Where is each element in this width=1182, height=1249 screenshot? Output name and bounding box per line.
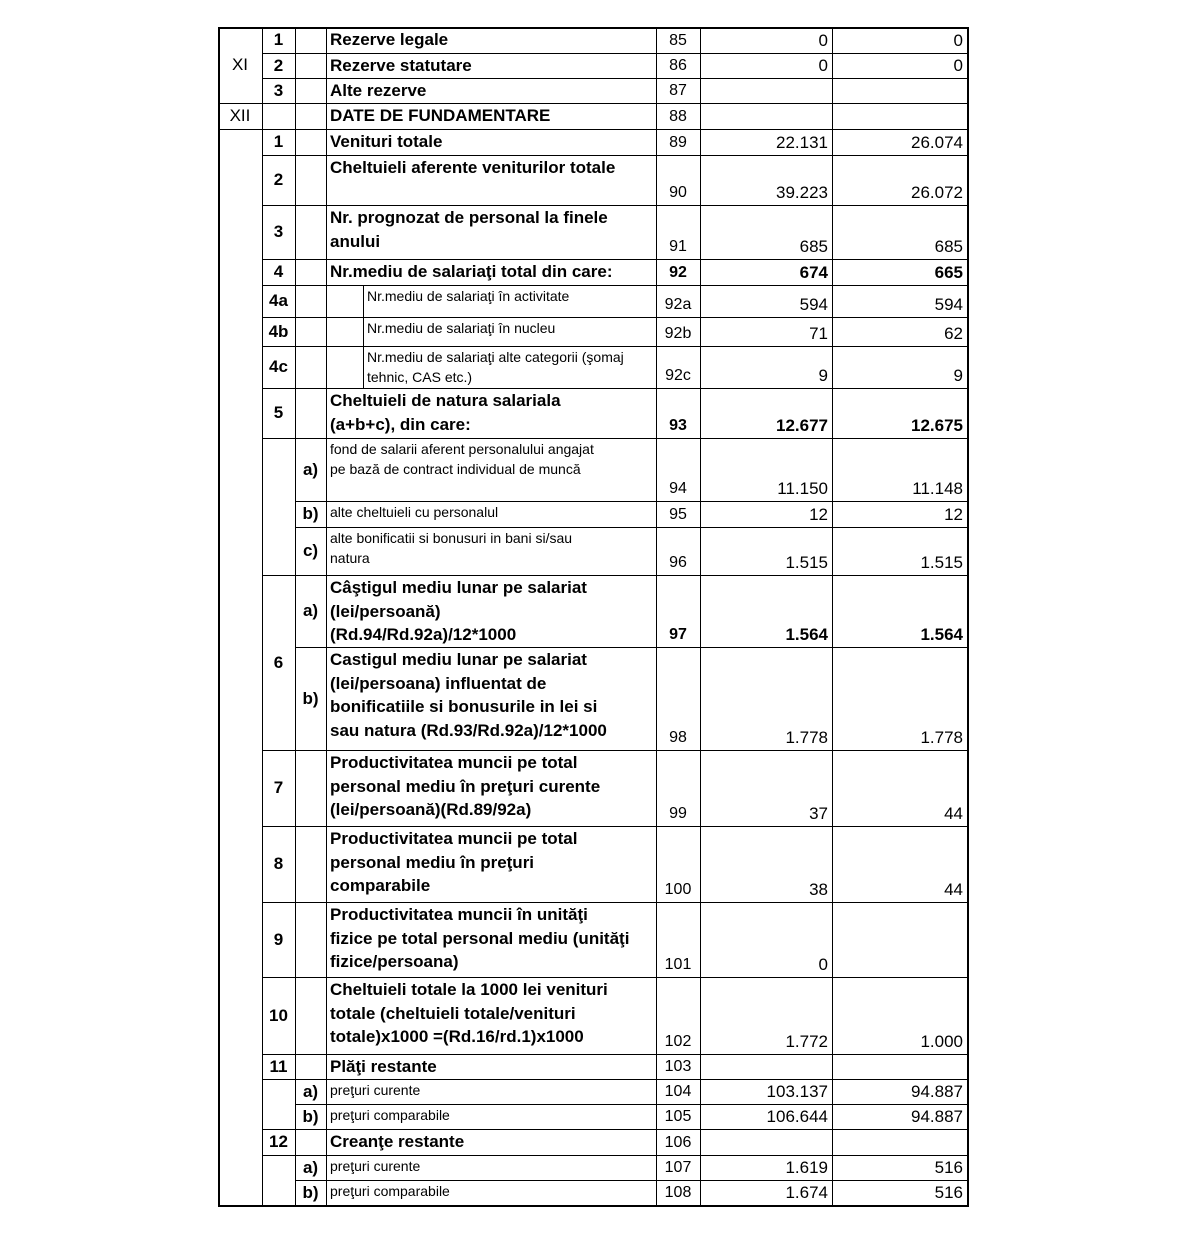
row-number: 3 xyxy=(273,80,284,100)
value-year-1: 1.564 xyxy=(785,625,828,644)
value-year-2: 44 xyxy=(944,880,963,899)
row-sublabel: b) xyxy=(302,504,319,523)
row-code: 103 xyxy=(664,1058,692,1075)
row-sublabel: a) xyxy=(302,601,319,620)
row-number: 1 xyxy=(273,30,284,49)
value-year-2: 1.564 xyxy=(920,625,963,644)
value-year-2: 26.072 xyxy=(911,183,963,202)
row-code: 99 xyxy=(669,805,687,822)
row-code: 89 xyxy=(669,134,687,151)
value-year-1: 103.137 xyxy=(766,1082,828,1101)
value-year-1: 0 xyxy=(818,56,828,75)
row-code: 92c xyxy=(665,367,691,384)
grid-line-horizontal xyxy=(262,388,295,389)
row-number: 7 xyxy=(273,778,284,797)
row-label: preţuri comparabile xyxy=(330,1183,450,1199)
section-label: XII xyxy=(229,106,251,125)
row-code: 85 xyxy=(669,32,687,49)
row-label: Nr.mediu de salariaţi în activitate xyxy=(367,288,570,304)
value-year-1: 11.150 xyxy=(777,479,828,498)
row-label: fond de salarii aferent personalului angajat pe bază de contract individual de muncă xyxy=(330,441,594,477)
grid-line-horizontal xyxy=(262,155,295,156)
value-year-2: 1.778 xyxy=(920,728,963,747)
row-sublabel: c) xyxy=(302,541,319,560)
row-code: 90 xyxy=(669,184,687,201)
grid-line-horizontal xyxy=(262,205,295,206)
value-year-1: 594 xyxy=(799,295,828,314)
row-number: 4 xyxy=(273,262,284,281)
row-code: 101 xyxy=(664,956,692,973)
value-year-1: 12.677 xyxy=(776,416,828,435)
row-label: alte cheltuieli cu personalul xyxy=(330,504,499,520)
value-year-1: 1.619 xyxy=(785,1158,828,1177)
row-code: 95 xyxy=(669,506,687,523)
row-code: 91 xyxy=(669,238,687,255)
row-label: Câştigul mediu lunar pe salariat (lei/persoană) (Rd.94/Rd.92a)/12*1000 xyxy=(330,578,587,644)
grid-line-vertical xyxy=(326,27,327,1205)
row-label: Cheltuieli aferente veniturilor totale xyxy=(330,158,616,177)
grid-line-horizontal xyxy=(262,826,295,827)
row-label: Creanţe restante xyxy=(330,1132,465,1151)
row-code: 96 xyxy=(669,554,687,571)
row-code: 108 xyxy=(664,1184,692,1201)
row-number: 4b xyxy=(268,321,289,341)
row-code: 92 xyxy=(669,264,687,281)
row-number: 10 xyxy=(269,1005,288,1025)
row-code: 107 xyxy=(664,1159,692,1176)
row-label: Rezerve legale xyxy=(330,30,449,49)
grid-line-horizontal xyxy=(262,575,295,576)
row-number: 3 xyxy=(273,222,284,241)
value-year-1: 37 xyxy=(809,804,828,823)
value-year-1: 0 xyxy=(818,955,828,974)
value-year-2: 1.515 xyxy=(920,553,963,572)
row-label: preţuri curente xyxy=(330,1082,421,1098)
row-code: 105 xyxy=(664,1108,692,1125)
row-number: 5 xyxy=(273,403,284,422)
value-year-2: 26.074 xyxy=(911,133,963,152)
value-year-1: 0 xyxy=(818,31,828,50)
grid-line-horizontal xyxy=(262,103,295,104)
row-code: 94 xyxy=(669,480,687,497)
value-year-2: 0 xyxy=(953,31,963,50)
row-label: Nr. prognozat de personal la finele anului xyxy=(330,208,608,251)
row-number: 4a xyxy=(269,291,288,310)
row-number: 6 xyxy=(273,652,284,672)
row-code: 98 xyxy=(669,729,687,746)
row-code: 86 xyxy=(669,57,687,74)
grid-line-horizontal xyxy=(218,129,262,130)
row-code: 104 xyxy=(664,1083,692,1100)
value-year-2: 12 xyxy=(944,505,963,524)
value-year-2: 516 xyxy=(934,1158,963,1177)
row-number: 2 xyxy=(273,170,284,189)
value-year-2: 94.887 xyxy=(911,1107,963,1126)
value-year-2: 62 xyxy=(944,324,963,343)
value-year-2: 0 xyxy=(953,56,963,75)
value-year-1: 1.772 xyxy=(785,1032,828,1051)
row-number: 11 xyxy=(269,1056,288,1076)
value-year-1: 22.131 xyxy=(776,133,828,152)
row-label: Nr.mediu de salariaţi în nucleu xyxy=(367,320,556,336)
value-year-2: 516 xyxy=(934,1183,963,1202)
row-label: Venituri totale xyxy=(330,132,443,151)
row-label: Productivitatea muncii pe total personal mediu în preţuri curente (lei/persoană)(Rd.89/92a) xyxy=(330,753,601,819)
row-label: Cheltuieli de natura salariala (a+b+c), din care: xyxy=(330,391,561,434)
row-label: Nr.mediu de salariaţi alte categorii (şomaj tehnic, CAS etc.) xyxy=(367,349,624,385)
grid-line-horizontal xyxy=(262,750,295,751)
section-label: XI xyxy=(231,55,249,74)
row-label: Cheltuieli totale la 1000 lei venituri totale (cheltuieli totale/venituri totale)x1000 =(Rd.16/rd.1)x1000 xyxy=(330,980,608,1046)
grid-line-vertical xyxy=(218,27,219,1205)
grid-line-horizontal xyxy=(262,346,295,347)
value-year-2: 44 xyxy=(944,804,963,823)
grid-line-vertical xyxy=(967,27,968,1205)
value-year-2: 12.675 xyxy=(911,416,963,435)
value-year-2: 685 xyxy=(934,237,963,256)
row-number: 2 xyxy=(273,55,284,75)
grid-line-vertical xyxy=(262,27,263,1205)
data-table xyxy=(218,27,969,1207)
grid-line-horizontal xyxy=(262,1079,295,1080)
row-label: Castigul mediu lunar pe salariat (lei/persoana) influentat de bonificatiile si bonusurile in lei si sau natura (Rd.93/Rd.92a)/12*1000 xyxy=(330,650,607,740)
value-year-2: 9 xyxy=(953,366,963,385)
row-sublabel: b) xyxy=(302,1182,319,1202)
grid-line-horizontal xyxy=(262,285,295,286)
row-sublabel: a) xyxy=(302,459,319,479)
grid-line-horizontal xyxy=(262,438,295,439)
value-year-1: 39.223 xyxy=(776,183,828,202)
row-label: Productivitatea muncii în unităţi fizice pe total personal mediu (unităţi fizice/persoana) xyxy=(330,905,630,971)
value-year-1: 106.644 xyxy=(766,1107,828,1126)
value-year-1: 1.515 xyxy=(785,553,828,572)
value-year-1: 12 xyxy=(809,505,828,524)
row-code: 102 xyxy=(664,1033,692,1050)
value-year-1: 38 xyxy=(809,880,828,899)
row-number: 4c xyxy=(269,357,288,376)
row-code: 100 xyxy=(664,881,692,898)
row-sublabel: b) xyxy=(302,688,319,708)
row-label: Alte rezerve xyxy=(330,81,427,100)
value-year-1: 1.778 xyxy=(785,728,828,747)
grid-line-vertical xyxy=(363,285,364,388)
grid-line-horizontal xyxy=(262,902,295,903)
row-code: 97 xyxy=(669,626,687,643)
row-code: 106 xyxy=(664,1134,692,1151)
value-year-2: 11.148 xyxy=(912,479,963,498)
row-label: Nr.mediu de salariaţi total din care: xyxy=(330,262,613,281)
row-label: preţuri curente xyxy=(330,1158,421,1174)
row-label: Productivitatea muncii pe total personal mediu în preţuri comparabile xyxy=(330,829,578,895)
row-code: 92a xyxy=(664,296,692,313)
grid-line-horizontal xyxy=(262,317,295,318)
grid-line-horizontal xyxy=(262,1155,295,1156)
row-code: 87 xyxy=(669,82,687,99)
row-code: 92b xyxy=(664,325,692,342)
row-code: 93 xyxy=(669,417,687,434)
row-number: 1 xyxy=(273,132,284,151)
value-year-1: 9 xyxy=(818,366,828,385)
row-sublabel: b) xyxy=(302,1106,319,1126)
row-sublabel: a) xyxy=(302,1081,319,1101)
row-label: DATE DE FUNDAMENTARE xyxy=(330,106,551,125)
value-year-1: 1.674 xyxy=(785,1183,828,1202)
value-year-1: 71 xyxy=(809,324,828,343)
row-label: Rezerve statutare xyxy=(330,56,472,75)
row-label: alte bonificatii si bonusuri in bani si/sau natura xyxy=(330,530,573,566)
row-number: 12 xyxy=(269,1132,288,1151)
row-number: 8 xyxy=(273,854,284,873)
value-year-2: 665 xyxy=(934,263,963,282)
row-number: 9 xyxy=(273,929,284,949)
row-label: preţuri comparabile xyxy=(330,1107,450,1123)
row-code: 88 xyxy=(669,108,687,125)
value-year-2: 94.887 xyxy=(911,1082,963,1101)
value-year-1: 685 xyxy=(799,237,828,256)
grid-line-horizontal xyxy=(262,977,295,978)
value-year-1: 674 xyxy=(799,263,828,282)
value-year-2: 594 xyxy=(934,295,963,314)
row-label: Plăţi restante xyxy=(330,1057,437,1076)
value-year-2: 1.000 xyxy=(920,1032,963,1051)
row-sublabel: a) xyxy=(302,1157,319,1177)
